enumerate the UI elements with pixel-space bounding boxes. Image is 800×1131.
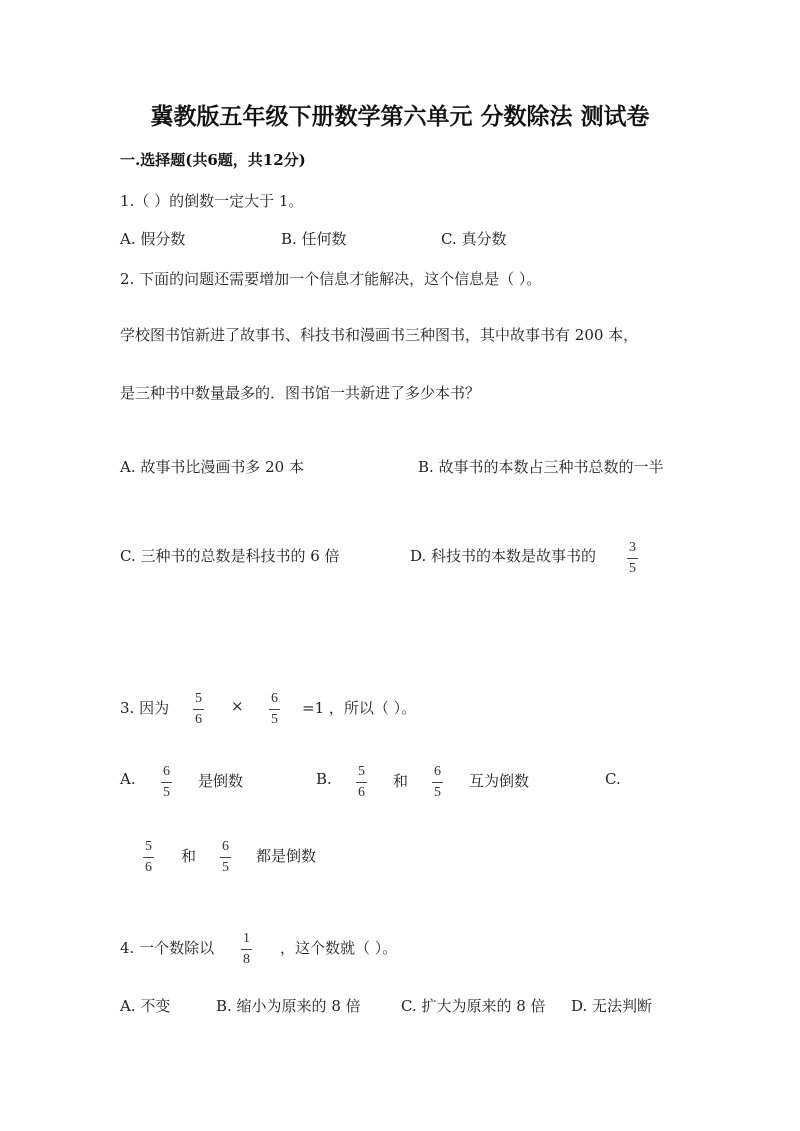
q3-option-c-label: C. xyxy=(605,770,621,788)
fraction-5-6 xyxy=(193,692,204,727)
fraction-5-6 xyxy=(356,765,367,800)
denominator: 5 xyxy=(163,785,170,800)
q3-option-b-text: 互为倒数 xyxy=(469,772,530,790)
numerator: 5 xyxy=(358,764,365,779)
q4-option-c: C. 扩大为原来的 8 倍 xyxy=(401,997,546,1015)
numerator: 6 xyxy=(434,764,441,779)
q2-option-c: C. 三种书的总数是科技书的 6 倍 xyxy=(120,547,340,565)
fraction-6-5 xyxy=(220,840,231,875)
q2-option-d: D. 科技书的本数是故事书的 xyxy=(410,547,597,565)
numerator: 5 xyxy=(195,691,202,706)
q1-option-a: A. 假分数 xyxy=(120,230,186,248)
q1-option-b: B. 任何数 xyxy=(281,230,347,248)
numerator: 5 xyxy=(145,839,152,854)
q2-context-line-2: 是三种书中数量最多的．图书馆一共新进了多少本书？ xyxy=(120,384,481,402)
q1-option-c: C. 真分数 xyxy=(441,230,507,248)
section-header: 一.选择题(共6题，共12分) xyxy=(120,151,306,169)
and-word: 和 xyxy=(393,772,409,790)
q3-prefix: 3. 因为 xyxy=(120,699,170,717)
q3-option-a-label: A. xyxy=(120,770,136,788)
fraction-bar xyxy=(193,709,204,710)
q2-option-a: A. 故事书比漫画书多 20 本 xyxy=(120,458,304,476)
numerator: 1 xyxy=(243,931,250,946)
fraction-bar xyxy=(143,857,154,858)
numerator: 6 xyxy=(163,764,170,779)
times-sign: × xyxy=(231,697,244,715)
question-1-stem: 1.（ ）的倒数一定大于 1。 xyxy=(120,192,304,210)
q3-option-a-text: 是倒数 xyxy=(198,772,244,790)
denominator: 5 xyxy=(222,860,229,875)
denominator: 8 xyxy=(243,952,250,967)
fraction-6-5 xyxy=(432,765,443,800)
page-title: 冀教版五年级下册数学第六单元 分数除法 测试卷 xyxy=(150,103,650,130)
numerator: 6 xyxy=(271,691,278,706)
fraction-bar xyxy=(269,709,280,710)
q4-option-d: D. 无法判断 xyxy=(571,997,653,1015)
denominator: 5 xyxy=(629,561,636,576)
q4-suffix: ，这个数就（ ）。 xyxy=(280,939,398,957)
and-word: 和 xyxy=(181,847,197,865)
q2-option-b: B. 故事书的本数占三种书总数的一半 xyxy=(418,458,664,476)
denominator: 6 xyxy=(195,712,202,727)
denominator: 6 xyxy=(145,860,152,875)
fraction-bar xyxy=(241,949,252,950)
q3-suffix: =1 ，所以（ ）。 xyxy=(302,699,417,717)
fraction-6-5 xyxy=(269,692,280,727)
q4-prefix: 4. 一个数除以 xyxy=(120,939,215,957)
q3-option-b-label: B. xyxy=(316,770,332,788)
denominator: 5 xyxy=(434,785,441,800)
question-2-stem: 2. 下面的问题还需要增加一个信息才能解决，这个信息是（ ）。 xyxy=(120,270,542,288)
fraction-bar xyxy=(627,558,638,559)
fraction-3-5 xyxy=(627,541,638,576)
denominator: 5 xyxy=(271,712,278,727)
numerator: 6 xyxy=(222,839,229,854)
q2-context-line-1: 学校图书馆新进了故事书、科技书和漫画书三种图书，其中故事书有 200 本， xyxy=(120,326,639,344)
fraction-bar xyxy=(356,782,367,783)
q3-option-c-text: 都是倒数 xyxy=(256,847,317,865)
fraction-bar xyxy=(220,857,231,858)
q4-option-b: B. 缩小为原来的 8 倍 xyxy=(216,997,361,1015)
q4-option-a: A. 不变 xyxy=(120,997,171,1015)
fraction-bar xyxy=(432,782,443,783)
fraction-1-8 xyxy=(241,932,252,967)
fraction-5-6 xyxy=(143,840,154,875)
fraction-bar xyxy=(161,782,172,783)
fraction-6-5 xyxy=(161,765,172,800)
denominator: 6 xyxy=(358,785,365,800)
numerator: 3 xyxy=(629,540,636,555)
